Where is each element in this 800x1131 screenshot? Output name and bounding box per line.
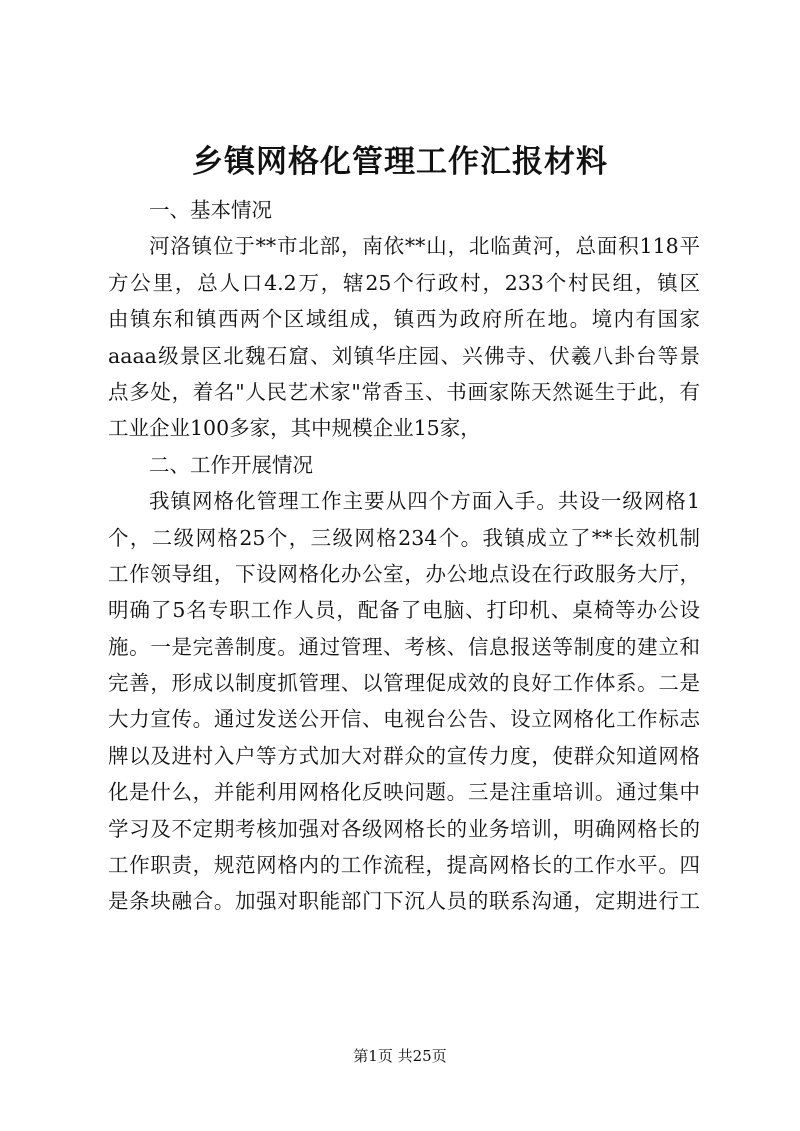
- paragraph-line: 是条块融合。加强对职能部门下沉人员的联系沟通，定期进行工: [108, 889, 700, 914]
- paragraph-line: 工作领导组，下设网格化办公室，办公地点设在行政服务大厅，: [108, 561, 700, 586]
- paragraph-line: 工作职责，规范网格内的工作流程，提高网格长的工作水平。四: [108, 853, 700, 878]
- paragraph-line: 大力宣传。通过发送公开信、电视台公告、设立网格化工作标志: [108, 707, 700, 732]
- paragraph-line: 学习及不定期考核加强对各级网格长的业务培训，明确网格长的: [108, 816, 700, 841]
- page-number-footer: 第1页 共25页: [353, 1047, 447, 1065]
- paragraph-line: 明确了5名专职工作人员，配备了电脑、打印机、桌椅等办公设: [108, 598, 700, 623]
- paragraph-line: 个，二级网格25个，三级网格234个。我镇成立了**长效机制: [108, 525, 700, 550]
- paragraph-line: 由镇东和镇西两个区域组成，镇西为政府所在地。境内有国家: [108, 307, 700, 332]
- paragraph-line: 点多处，着名"人民艺术家"常香玉、书画家陈天然诞生于此，有: [108, 379, 700, 404]
- paragraph-line: 化是什么，并能利用网格化反映问题。三是注重培训。通过集中: [108, 780, 700, 805]
- section-heading-basic: 一、基本情况: [149, 198, 272, 222]
- paragraph-line: 我镇网格化管理工作主要从四个方面入手。共设一级网格1: [149, 489, 700, 514]
- paragraph-line: 工业企业100多家，其中规模企业15家，: [108, 416, 481, 441]
- paragraph-line: 完善，形成以制度抓管理、以管理促成效的良好工作体系。二是: [108, 671, 700, 696]
- paragraph-line: 河洛镇位于**市北部，南依**山，北临黄河，总面积118平: [149, 234, 700, 259]
- paragraph-line: aaaa级景区北魏石窟、刘镇华庄园、兴佛寺、伏羲八卦台等景: [108, 343, 700, 368]
- paragraph-line: 方公里，总人口4.2万，辖25个行政村，233个村民组，镇区: [108, 270, 700, 295]
- paragraph-line: 牌以及进村入户等方式加大对群众的宣传力度，使群众知道网格: [108, 743, 700, 768]
- document-body: [108, 192, 700, 920]
- document-title: 乡镇网格化管理工作汇报材料: [192, 144, 608, 180]
- section-heading-work: 二、工作开展情况: [149, 452, 313, 477]
- paragraph-line: 施。一是完善制度。通过管理、考核、信息报送等制度的建立和: [108, 634, 700, 659]
